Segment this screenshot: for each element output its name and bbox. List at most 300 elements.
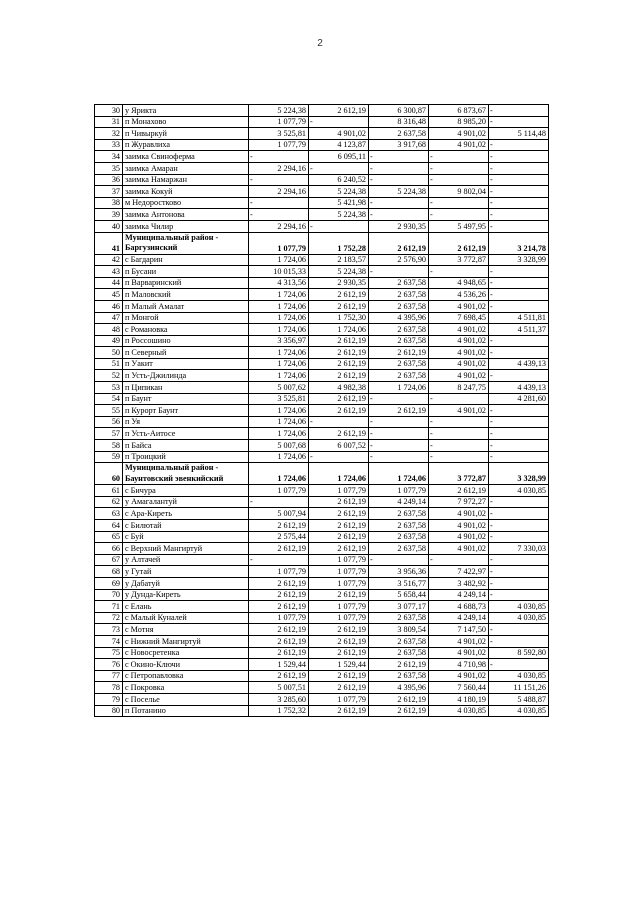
row-number: 72 — [95, 612, 123, 624]
value-cell: - — [489, 139, 549, 151]
value-cell: 4 030,85 — [489, 485, 549, 497]
value-cell: 5 114,48 — [489, 128, 549, 140]
row-number: 36 — [95, 174, 123, 186]
table-row — [95, 116, 549, 128]
value-cell: 7 698,45 — [429, 312, 489, 324]
row-number: 51 — [95, 358, 123, 370]
value-cell: - — [369, 416, 429, 428]
value-cell: 2 575,44 — [249, 531, 309, 543]
table-row — [95, 382, 549, 394]
value-cell: 3 328,99 — [489, 254, 549, 266]
value-cell: - — [369, 440, 429, 452]
value-cell: 2 612,19 — [309, 543, 369, 555]
table-row — [95, 693, 549, 705]
settlement-name: у Алтачей — [123, 554, 249, 566]
value-cell: 4 901,02 — [429, 647, 489, 659]
value-cell: 2 294,16 — [249, 186, 309, 198]
value-cell: - — [489, 508, 549, 520]
settlement-name: п Потанино — [123, 705, 249, 717]
value-cell: 4 313,56 — [249, 277, 309, 289]
settlement-name: с Романовка — [123, 324, 249, 336]
row-number: 33 — [95, 139, 123, 151]
value-cell: 1 077,79 — [309, 554, 369, 566]
row-number: 39 — [95, 209, 123, 221]
value-cell: 3 482,92 — [429, 577, 489, 589]
value-cell: 4 030,85 — [489, 705, 549, 717]
value-cell: 3 328,99 — [489, 463, 549, 485]
value-cell: 4 901,02 — [429, 347, 489, 359]
value-cell: - — [429, 451, 489, 463]
value-cell: 8 592,80 — [489, 647, 549, 659]
settlement-name: заимка Амаран — [123, 162, 249, 174]
value-cell: 1 724,06 — [249, 324, 309, 336]
table-row — [95, 139, 549, 151]
district-name: Муниципальный район - Баргузинский — [123, 232, 249, 254]
row-number: 45 — [95, 289, 123, 301]
value-cell: 2 612,19 — [309, 682, 369, 694]
value-cell: - — [429, 266, 489, 278]
table-row — [95, 254, 549, 266]
table-row — [95, 577, 549, 589]
value-cell: 5 224,38 — [249, 105, 309, 117]
settlement-name: п Уя — [123, 416, 249, 428]
value-cell: 5 007,62 — [249, 382, 309, 394]
value-cell: - — [489, 531, 549, 543]
row-number: 48 — [95, 324, 123, 336]
value-cell: - — [489, 277, 549, 289]
value-cell: 2 612,19 — [249, 670, 309, 682]
settlement-name: п Курорт Баунт — [123, 405, 249, 417]
settlement-name: п Монгой — [123, 312, 249, 324]
value-cell: 2 576,90 — [369, 254, 429, 266]
value-cell: 2 612,19 — [369, 347, 429, 359]
table-row — [95, 601, 549, 613]
value-cell: 2 612,19 — [309, 370, 369, 382]
settlement-name: п Ципикан — [123, 382, 249, 394]
value-cell: 6 095,11 — [309, 151, 369, 163]
value-cell: 4 511,37 — [489, 324, 549, 336]
value-cell: 3 214,78 — [489, 232, 549, 254]
value-cell: 4 901,02 — [429, 531, 489, 543]
table-row — [95, 659, 549, 671]
value-cell: - — [489, 174, 549, 186]
value-cell: 4 249,14 — [429, 589, 489, 601]
value-cell: 6 873,67 — [429, 105, 489, 117]
value-cell: 5 658,44 — [369, 589, 429, 601]
value-cell: 3 772,87 — [429, 254, 489, 266]
value-cell: - — [489, 209, 549, 221]
row-number: 49 — [95, 335, 123, 347]
value-cell: 2 294,16 — [249, 162, 309, 174]
settlement-name: заимка Антонова — [123, 209, 249, 221]
value-cell: 7 147,50 — [429, 624, 489, 636]
value-cell: - — [489, 405, 549, 417]
value-cell: 2 612,19 — [309, 520, 369, 532]
value-cell: 11 151,26 — [489, 682, 549, 694]
value-cell: 8 985,20 — [429, 116, 489, 128]
value-cell: 4 901,02 — [429, 370, 489, 382]
row-number: 30 — [95, 105, 123, 117]
value-cell: - — [369, 162, 429, 174]
row-number: 47 — [95, 312, 123, 324]
value-cell: - — [489, 370, 549, 382]
value-cell: 1 077,79 — [369, 485, 429, 497]
value-cell: 2 637,58 — [369, 300, 429, 312]
row-number: 62 — [95, 496, 123, 508]
settlement-name: с Бичура — [123, 485, 249, 497]
table-row — [95, 670, 549, 682]
table-row — [95, 463, 549, 485]
value-cell: - — [369, 428, 429, 440]
value-cell: 3 525,81 — [249, 393, 309, 405]
value-cell: 2 930,35 — [309, 277, 369, 289]
value-cell: 5 007,68 — [249, 440, 309, 452]
row-number: 77 — [95, 670, 123, 682]
value-cell: 4 395,96 — [369, 312, 429, 324]
value-cell: 4 710,98 — [429, 659, 489, 671]
table-row — [95, 324, 549, 336]
settlement-name: м Недоростково — [123, 197, 249, 209]
table-row — [95, 496, 549, 508]
value-cell: - — [429, 440, 489, 452]
value-cell: 2 637,58 — [369, 531, 429, 543]
value-cell: 1 724,06 — [369, 463, 429, 485]
settlement-name: п Монахово — [123, 116, 249, 128]
value-cell: 1 077,79 — [309, 577, 369, 589]
table-row — [95, 554, 549, 566]
value-cell: 2 612,19 — [249, 520, 309, 532]
settlement-name: с Ара-Киреть — [123, 508, 249, 520]
value-cell: - — [489, 520, 549, 532]
table-row — [95, 358, 549, 370]
value-cell: - — [429, 162, 489, 174]
row-number: 80 — [95, 705, 123, 717]
table-row — [95, 335, 549, 347]
value-cell: 7 330,03 — [489, 543, 549, 555]
value-cell: 1 724,06 — [249, 451, 309, 463]
value-cell: 4 030,85 — [489, 601, 549, 613]
value-cell: 1 724,06 — [249, 254, 309, 266]
value-cell: 1 077,79 — [309, 566, 369, 578]
value-cell: - — [489, 440, 549, 452]
settlement-name: с Мотня — [123, 624, 249, 636]
table-row — [95, 186, 549, 198]
table-row — [95, 232, 549, 254]
row-number: 42 — [95, 254, 123, 266]
value-cell: 2 612,19 — [309, 393, 369, 405]
row-number: 58 — [95, 440, 123, 452]
settlement-name: п Малый Амалат — [123, 300, 249, 312]
value-cell: - — [489, 554, 549, 566]
settlement-name: с Верхний Мангиртуй — [123, 543, 249, 555]
row-number: 68 — [95, 566, 123, 578]
row-number: 63 — [95, 508, 123, 520]
value-cell: 2 612,19 — [309, 670, 369, 682]
table-row — [95, 566, 549, 578]
value-cell: 2 637,58 — [369, 612, 429, 624]
settlement-name: п Маловский — [123, 289, 249, 301]
value-cell: 2 612,19 — [249, 577, 309, 589]
value-cell: 2 637,58 — [369, 370, 429, 382]
row-number: 79 — [95, 693, 123, 705]
value-cell: 5 421,98 — [309, 197, 369, 209]
value-cell: - — [489, 116, 549, 128]
table-row — [95, 370, 549, 382]
row-number: 35 — [95, 162, 123, 174]
row-number: 75 — [95, 647, 123, 659]
row-number: 64 — [95, 520, 123, 532]
value-cell: 6 007,52 — [309, 440, 369, 452]
settlement-name: п Уакит — [123, 358, 249, 370]
page-number: 2 — [317, 38, 323, 49]
value-cell: 4 901,02 — [429, 335, 489, 347]
table-row — [95, 635, 549, 647]
tariff-table — [94, 104, 549, 717]
settlement-name: с Петропавловка — [123, 670, 249, 682]
value-cell: 4 901,02 — [429, 635, 489, 647]
value-cell: - — [489, 589, 549, 601]
value-cell: 2 612,19 — [249, 601, 309, 613]
value-cell: 2 637,58 — [369, 647, 429, 659]
row-number: 41 — [95, 232, 123, 254]
value-cell: 1 529,44 — [249, 659, 309, 671]
table-row — [95, 209, 549, 221]
table-row — [95, 428, 549, 440]
table-row — [95, 624, 549, 636]
value-cell: 2 183,57 — [309, 254, 369, 266]
value-cell: 1 724,06 — [249, 312, 309, 324]
value-cell: - — [429, 197, 489, 209]
settlement-name: п Троицкий — [123, 451, 249, 463]
value-cell: - — [489, 162, 549, 174]
value-cell: - — [489, 105, 549, 117]
table-row — [95, 289, 549, 301]
value-cell: 1 752,28 — [309, 232, 369, 254]
value-cell: - — [489, 659, 549, 671]
table-row — [95, 647, 549, 659]
value-cell: 4 901,02 — [429, 508, 489, 520]
value-cell: - — [369, 451, 429, 463]
value-cell: 3 516,77 — [369, 577, 429, 589]
value-cell: 6 300,87 — [369, 105, 429, 117]
value-cell: 4 982,38 — [309, 382, 369, 394]
value-cell: 2 637,58 — [369, 670, 429, 682]
table-row — [95, 416, 549, 428]
value-cell: - — [429, 554, 489, 566]
row-number: 38 — [95, 197, 123, 209]
district-name: Муниципальный район - Баунтовский эвенкийский — [123, 463, 249, 485]
table-row — [95, 485, 549, 497]
value-cell: 1 724,06 — [309, 463, 369, 485]
value-cell: 2 637,58 — [369, 324, 429, 336]
value-cell: - — [489, 577, 549, 589]
settlement-name: у Дабатуй — [123, 577, 249, 589]
value-cell: - — [429, 416, 489, 428]
table-row — [95, 612, 549, 624]
value-cell: 3 525,81 — [249, 128, 309, 140]
value-cell: 2 612,19 — [309, 508, 369, 520]
value-cell: 4 536,26 — [429, 289, 489, 301]
value-cell: 4 030,85 — [489, 670, 549, 682]
value-cell: - — [429, 428, 489, 440]
value-cell: - — [489, 289, 549, 301]
value-cell: 2 612,19 — [309, 531, 369, 543]
value-cell: 7 972,27 — [429, 496, 489, 508]
value-cell: 1 077,79 — [249, 485, 309, 497]
settlement-name: с Багдарин — [123, 254, 249, 266]
value-cell: 1 077,79 — [249, 566, 309, 578]
value-cell: 5 007,51 — [249, 682, 309, 694]
value-cell: 4 249,14 — [369, 496, 429, 508]
value-cell: 5 488,87 — [489, 693, 549, 705]
value-cell: 8 316,48 — [369, 116, 429, 128]
value-cell: 4 901,02 — [429, 300, 489, 312]
value-cell: 5 007,94 — [249, 508, 309, 520]
settlement-name: с Билютай — [123, 520, 249, 532]
value-cell: - — [249, 151, 309, 163]
row-number: 65 — [95, 531, 123, 543]
value-cell: 10 015,33 — [249, 266, 309, 278]
value-cell: 2 612,19 — [249, 624, 309, 636]
value-cell: 2 612,19 — [249, 647, 309, 659]
row-number: 50 — [95, 347, 123, 359]
settlement-name: с Новосретенка — [123, 647, 249, 659]
table-row — [95, 277, 549, 289]
value-cell: 3 917,68 — [369, 139, 429, 151]
row-number: 40 — [95, 220, 123, 232]
settlement-name: п Баунт — [123, 393, 249, 405]
table-row — [95, 197, 549, 209]
value-cell: 4 901,02 — [429, 139, 489, 151]
settlement-name: п Усть-Аитосе — [123, 428, 249, 440]
value-cell: - — [249, 209, 309, 221]
value-cell: 2 637,58 — [369, 358, 429, 370]
value-cell: - — [369, 197, 429, 209]
value-cell: 1 724,06 — [369, 382, 429, 394]
settlement-name: с Окино-Ключи — [123, 659, 249, 671]
value-cell: - — [429, 174, 489, 186]
value-cell: 4 948,65 — [429, 277, 489, 289]
value-cell: 2 612,19 — [249, 543, 309, 555]
table-row — [95, 682, 549, 694]
value-cell: 2 612,19 — [309, 289, 369, 301]
table-row — [95, 162, 549, 174]
value-cell: 3 077,17 — [369, 601, 429, 613]
value-cell: - — [249, 197, 309, 209]
row-number: 34 — [95, 151, 123, 163]
settlement-name: п Чивыркуй — [123, 128, 249, 140]
settlement-name: с Малый Куналей — [123, 612, 249, 624]
value-cell: - — [309, 416, 369, 428]
row-number: 67 — [95, 554, 123, 566]
value-cell: 2 612,19 — [309, 300, 369, 312]
value-cell: 2 612,19 — [309, 347, 369, 359]
value-cell: 1 724,06 — [249, 300, 309, 312]
value-cell: - — [249, 496, 309, 508]
value-cell: - — [369, 174, 429, 186]
value-cell: 7 560,44 — [429, 682, 489, 694]
table-row — [95, 531, 549, 543]
value-cell: 1 724,06 — [249, 463, 309, 485]
value-cell: 2 612,19 — [309, 635, 369, 647]
value-cell: 2 637,58 — [369, 543, 429, 555]
settlement-name: с Покровка — [123, 682, 249, 694]
table-row — [95, 543, 549, 555]
value-cell: 2 612,19 — [309, 647, 369, 659]
value-cell: 4 180,19 — [429, 693, 489, 705]
value-cell: 2 294,16 — [249, 220, 309, 232]
value-cell: 2 612,19 — [249, 635, 309, 647]
value-cell: 1 752,32 — [249, 705, 309, 717]
settlement-name: п Северный — [123, 347, 249, 359]
value-cell: 3 809,54 — [369, 624, 429, 636]
row-number: 46 — [95, 300, 123, 312]
row-number: 61 — [95, 485, 123, 497]
settlement-name: у Ярикта — [123, 105, 249, 117]
settlement-name: с Буй — [123, 531, 249, 543]
value-cell: - — [489, 300, 549, 312]
value-cell: 1 077,79 — [309, 485, 369, 497]
settlement-name: у Амагалантуй — [123, 496, 249, 508]
value-cell: - — [489, 151, 549, 163]
value-cell: 1 724,06 — [249, 347, 309, 359]
settlement-name: заимка Намаржан — [123, 174, 249, 186]
value-cell: - — [489, 428, 549, 440]
value-cell: - — [489, 635, 549, 647]
value-cell: 2 612,19 — [429, 232, 489, 254]
value-cell: 2 930,35 — [369, 220, 429, 232]
value-cell: 1 077,79 — [309, 601, 369, 613]
row-number: 60 — [95, 463, 123, 485]
value-cell: 1 077,79 — [249, 612, 309, 624]
table-row — [95, 266, 549, 278]
value-cell: - — [309, 451, 369, 463]
settlement-name: с Нижний Мангиртуй — [123, 635, 249, 647]
value-cell: 4 030,85 — [489, 612, 549, 624]
value-cell: 2 612,19 — [369, 659, 429, 671]
value-cell: 4 511,81 — [489, 312, 549, 324]
value-cell: 2 612,19 — [309, 496, 369, 508]
settlement-name: заимка Чилир — [123, 220, 249, 232]
value-cell: 1 724,06 — [249, 405, 309, 417]
row-number: 57 — [95, 428, 123, 440]
value-cell: 1 077,79 — [249, 232, 309, 254]
value-cell: - — [369, 209, 429, 221]
value-cell: - — [309, 162, 369, 174]
settlement-name: с Елань — [123, 601, 249, 613]
value-cell: - — [489, 220, 549, 232]
value-cell: 2 612,19 — [309, 405, 369, 417]
settlement-name: п Россошино — [123, 335, 249, 347]
settlement-name: п Журавлиха — [123, 139, 249, 151]
value-cell: 3 285,60 — [249, 693, 309, 705]
value-cell: 8 247,75 — [429, 382, 489, 394]
value-cell: - — [309, 116, 369, 128]
row-number: 43 — [95, 266, 123, 278]
table-row — [95, 300, 549, 312]
value-cell: - — [369, 554, 429, 566]
value-cell: - — [489, 566, 549, 578]
table-row — [95, 405, 549, 417]
row-number: 55 — [95, 405, 123, 417]
value-cell: 5 224,38 — [309, 186, 369, 198]
value-cell: - — [489, 416, 549, 428]
value-cell: - — [489, 496, 549, 508]
value-cell: 4 901,02 — [309, 128, 369, 140]
row-number: 73 — [95, 624, 123, 636]
table-row — [95, 393, 549, 405]
value-cell: 1 724,06 — [249, 428, 309, 440]
